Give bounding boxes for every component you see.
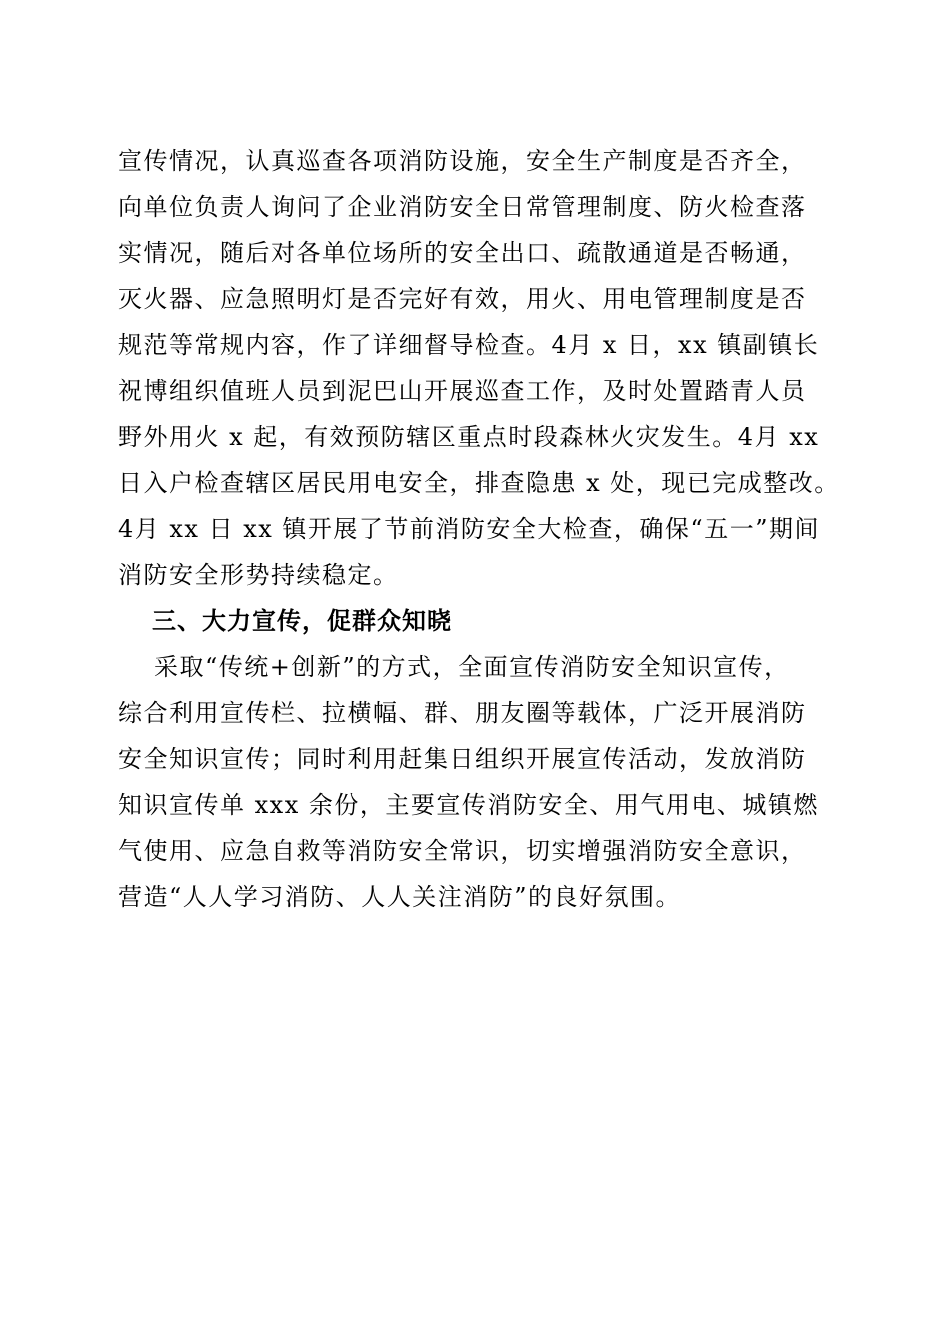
paragraph-line: 4月 xx 日 xx 镇开展了节前消防安全大检查，确保“五一”期间 <box>118 515 820 543</box>
paragraph-line: 祝博组织值班人员到泥巴山开展巡查工作，及时处置踏青人员 <box>118 377 807 405</box>
paragraph-line: 消防安全形势持续稳定。 <box>118 561 399 589</box>
paragraph-line: 营造“人人学习消防、人人关注消防”的良好氛围。 <box>118 883 682 911</box>
paragraph-line: 日入户检查辖区居民用电安全，排查隐患 x 处，现已完成整改。 <box>118 469 840 497</box>
paragraph-line: 向单位负责人询问了企业消防安全日常管理制度、防火检查落 <box>118 193 807 221</box>
paragraph-line: 综合利用宣传栏、拉横幅、群、朋友圈等载体，广泛开展消防 <box>118 699 807 727</box>
section-heading: 三、大力宣传，促群众知晓 <box>152 607 452 635</box>
paragraph-line: 野外用火 x 起，有效预防辖区重点时段森林火灾发生。4月 xx <box>118 423 820 451</box>
paragraph-line: 灭火器、应急照明灯是否完好有效，用火、用电管理制度是否 <box>118 285 807 313</box>
document-body <box>118 138 858 920</box>
paragraph-inspection <box>118 138 858 598</box>
paragraph-line: 规范等常规内容，作了详细督导检查。4月 x 日，xx 镇副镇长 <box>118 331 820 359</box>
paragraph-publicity <box>118 644 858 920</box>
paragraph-line: 安全知识宣传；同时利用赶集日组织开展宣传活动，发放消防 <box>118 745 807 773</box>
paragraph-line: 实情况，随后对各单位场所的安全出口、疏散通道是否畅通， <box>118 239 807 267</box>
paragraph-line: 气使用、应急自救等消防安全常识，切实增强消防安全意识， <box>118 837 807 865</box>
paragraph-line: 采取“传统+创新”的方式，全面宣传消防安全知识宣传， <box>154 653 790 681</box>
paragraph-line: 知识宣传单 xxx 余份，主要宣传消防安全、用气用电、城镇燃 <box>118 791 819 819</box>
paragraph-line: 宣传情况，认真巡查各项消防设施，安全生产制度是否齐全， <box>118 147 807 175</box>
